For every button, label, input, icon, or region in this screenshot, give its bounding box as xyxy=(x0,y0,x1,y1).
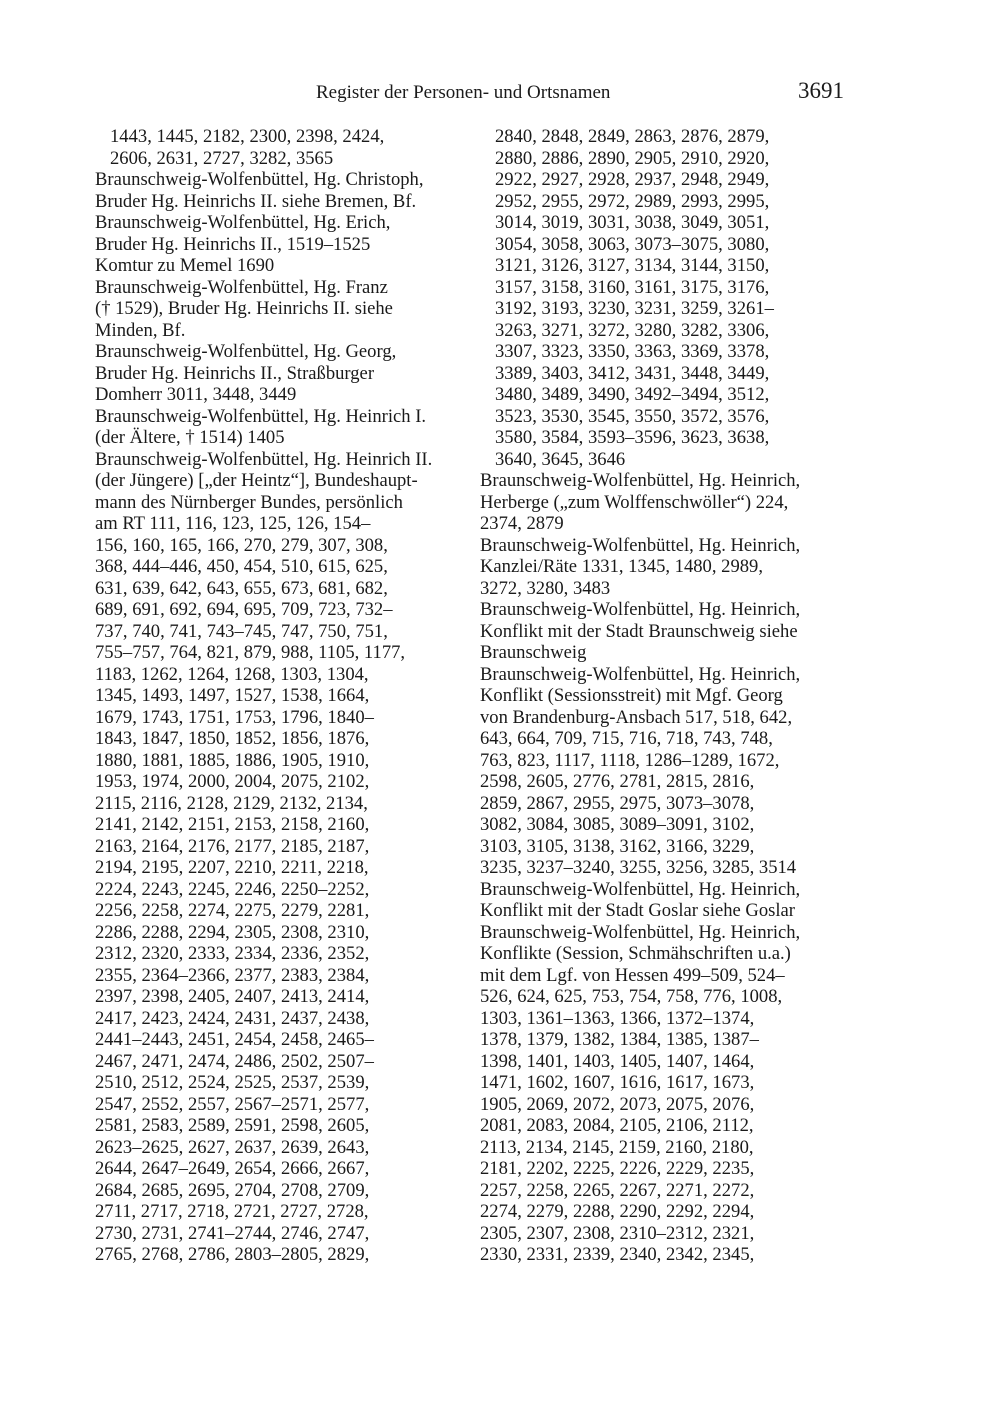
index-entry-line: 2312, 2320, 2333, 2334, 2336, 2352, xyxy=(95,943,370,964)
index-entry-line: 2330, 2331, 2339, 2340, 2342, 2345, xyxy=(480,1244,755,1265)
index-entry-line: 2598, 2605, 2776, 2781, 2815, 2816, xyxy=(480,771,755,792)
index-entry xyxy=(95,341,465,406)
index-entry-line: Braunschweig-Wolfenbüttel, Hg. Erich, xyxy=(95,212,391,233)
index-entry-line: Konflikt (Sessionsstreit) mit Mgf. Georg xyxy=(480,685,783,706)
index-entry-line: († 1529), Bruder Hg. Heinrichs II. siehe xyxy=(95,298,393,319)
index-entry-line: (der Jüngere) [„der Heintz“], Bundeshaupt- xyxy=(95,470,418,491)
index-entry-line: 3389, 3403, 3412, 3431, 3448, 3449, xyxy=(495,362,770,384)
index-entry-line: 2081, 2083, 2084, 2105, 2106, 2112, xyxy=(480,1115,754,1136)
index-entry-line: mann des Nürnberger Bundes, persönlich xyxy=(95,491,403,513)
index-entry-line: 737, 740, 741, 743–745, 747, 750, 751, xyxy=(95,620,388,642)
running-head xyxy=(0,80,1004,106)
index-entry-line: 2859, 2867, 2955, 2975, 3073–3078, xyxy=(480,792,755,814)
index-entry-line: 2644, 2647–2649, 2654, 2666, 2667, xyxy=(95,1158,370,1179)
index-entry-line: 2355, 2364–2366, 2377, 2383, 2384, xyxy=(95,964,370,986)
index-entry-line: 631, 639, 642, 643, 655, 673, 681, 682, xyxy=(95,577,388,599)
index-entry-line: Braunschweig-Wolfenbüttel, Hg. Georg, xyxy=(95,341,397,362)
index-entry-line: Komtur zu Memel 1690 xyxy=(95,255,275,276)
index-entry-line: Konflikt mit der Stadt Braunschweig siehe xyxy=(480,620,798,642)
index-entry-line: 3235, 3237–3240, 3255, 3256, 3285, 3514 xyxy=(480,857,797,878)
index-entry-line: 2547, 2552, 2557, 2567–2571, 2577, xyxy=(95,1093,370,1115)
index-entry-line: 156, 160, 165, 166, 270, 279, 307, 308, xyxy=(95,534,388,556)
index-entry-line: 2257, 2258, 2265, 2267, 2271, 2272, xyxy=(480,1179,755,1201)
index-entry-line: Domherr 3011, 3448, 3449 xyxy=(95,384,297,405)
index-entry-line: Konflikt mit der Stadt Goslar siehe Goslar xyxy=(480,900,796,921)
index-entry-line: 3054, 3058, 3063, 3073–3075, 3080, xyxy=(495,233,770,255)
index-entry-line: 2765, 2768, 2786, 2803–2805, 2829, xyxy=(95,1244,370,1265)
index-entry-line: 2840, 2848, 2849, 2863, 2876, 2879, xyxy=(495,126,770,147)
index-entry-line: 2467, 2471, 2474, 2486, 2502, 2507– xyxy=(95,1050,374,1072)
index-entry-line: 1345, 1493, 1497, 1527, 1538, 1664, xyxy=(95,685,370,706)
index-entry-line: 2224, 2243, 2245, 2246, 2250–2252, xyxy=(95,878,370,900)
index-entry-line: 3523, 3530, 3545, 3550, 3572, 3576, xyxy=(495,405,770,427)
index-entry-line: Braunschweig-Wolfenbüttel, Hg. Heinrich, xyxy=(480,878,801,900)
index-column-right xyxy=(480,126,860,1266)
index-entry-line: 1183, 1262, 1264, 1268, 1303, 1304, xyxy=(95,663,369,685)
index-entry-line: 3307, 3323, 3350, 3363, 3369, 3378, xyxy=(495,341,770,362)
index-entry-line: 3272, 3280, 3483 xyxy=(480,577,611,599)
index-entry-line: 2181, 2202, 2225, 2226, 2229, 2235, xyxy=(480,1158,755,1179)
index-entry-line: Braunschweig-Wolfenbüttel, Hg. Heinrich, xyxy=(480,470,801,491)
index-entry-line: 2417, 2423, 2424, 2431, 2437, 2438, xyxy=(95,1007,370,1029)
index-entry xyxy=(95,449,465,1266)
index-entry-line: am RT 111, 116, 123, 125, 126, 154– xyxy=(95,513,371,534)
index-entry xyxy=(95,212,465,277)
index-entry-line: 689, 691, 692, 694, 695, 709, 723, 732– xyxy=(95,599,393,620)
index-entry-line: 763, 823, 1117, 1118, 1286–1289, 1672, xyxy=(480,749,780,771)
index-entry-line: 1905, 2069, 2072, 2073, 2075, 2076, xyxy=(480,1093,755,1115)
index-entry-line: von Brandenburg-Ansbach 517, 518, 642, xyxy=(480,706,793,728)
index-entry-line: Bruder Hg. Heinrichs II., Straßburger xyxy=(95,362,375,384)
index-entry xyxy=(480,879,860,922)
index-entry-continuation xyxy=(480,126,860,470)
index-entry-line: 1471, 1602, 1607, 1616, 1617, 1673, xyxy=(480,1072,755,1093)
index-entry-line: 3480, 3489, 3490, 3492–3494, 3512, xyxy=(495,384,770,405)
index-entry-line: 2286, 2288, 2294, 2305, 2308, 2310, xyxy=(95,921,370,943)
index-entry-line: 2880, 2886, 2890, 2905, 2910, 2920, xyxy=(495,147,770,169)
index-column-left xyxy=(95,126,465,1266)
index-entry-line: 3157, 3158, 3160, 3161, 3175, 3176, xyxy=(495,276,770,298)
index-entry-line: 2510, 2512, 2524, 2525, 2537, 2539, xyxy=(95,1072,370,1093)
index-entry-line: 1378, 1379, 1382, 1384, 1385, 1387– xyxy=(480,1029,759,1050)
index-entry-line: (der Ältere, † 1514) 1405 xyxy=(95,427,285,448)
index-entry-line: 3640, 3645, 3646 xyxy=(495,448,626,470)
index-entry-line: Braunschweig xyxy=(480,642,587,663)
index-entry-line: 3580, 3584, 3593–3596, 3623, 3638, xyxy=(495,427,770,448)
index-entry-line: Braunschweig-Wolfenbüttel, Hg. Heinrich I. xyxy=(95,405,427,427)
index-entry-line: 3103, 3105, 3138, 3162, 3166, 3229, xyxy=(480,835,755,857)
index-entry-line: 2952, 2955, 2972, 2989, 2993, 2995, xyxy=(495,190,770,212)
running-title: Register der Personen- und Ortsnamen xyxy=(316,82,611,103)
index-entry-line: 3192, 3193, 3230, 3231, 3259, 3261– xyxy=(495,298,774,319)
index-entry-line: Bruder Hg. Heinrichs II., 1519–1525 xyxy=(95,233,371,255)
index-entry-line: 2163, 2164, 2176, 2177, 2185, 2187, xyxy=(95,835,370,857)
index-entry-line: 2115, 2116, 2128, 2129, 2132, 2134, xyxy=(95,792,368,814)
page-number: 3691 xyxy=(798,78,844,103)
index-entry-line: 368, 444–446, 450, 454, 510, 615, 625, xyxy=(95,556,388,577)
index-entry xyxy=(95,169,465,212)
index-entry-line: 2397, 2398, 2405, 2407, 2413, 2414, xyxy=(95,986,370,1007)
index-entry-line: 1303, 1361–1363, 1366, 1372–1374, xyxy=(480,1007,755,1029)
index-entry-line: 2274, 2279, 2288, 2290, 2292, 2294, xyxy=(480,1201,755,1222)
index-entry-line: 1443, 1445, 2182, 2300, 2398, 2424, xyxy=(110,126,385,147)
index-entry-line: 2194, 2195, 2207, 2210, 2211, 2218, xyxy=(95,857,369,878)
index-entry-line: Minden, Bf. xyxy=(95,319,186,341)
index-entry-line: 2730, 2731, 2741–2744, 2746, 2747, xyxy=(95,1222,370,1244)
index-entry-line: 2606, 2631, 2727, 3282, 3565 xyxy=(110,147,334,169)
index-entry-line: 3121, 3126, 3127, 3134, 3144, 3150, xyxy=(495,255,770,276)
index-entry xyxy=(95,406,465,449)
index-entry-line: Kanzlei/Räte 1331, 1345, 1480, 2989, xyxy=(480,556,763,577)
index-entry-line: 2374, 2879 xyxy=(480,513,564,534)
index-entry-continuation xyxy=(95,126,465,169)
index-entry-line: 2922, 2927, 2928, 2937, 2948, 2949, xyxy=(495,169,770,190)
index-entry-line: 526, 624, 625, 753, 754, 758, 776, 1008, xyxy=(480,986,783,1007)
index-entry-line: Braunschweig-Wolfenbüttel, Hg. Franz xyxy=(95,276,388,298)
index-entry-line: 643, 664, 709, 715, 716, 718, 743, 748, xyxy=(480,728,773,749)
index-entry-line: 1843, 1847, 1850, 1852, 1856, 1876, xyxy=(95,728,370,749)
index-entry-line: 1398, 1401, 1403, 1405, 1407, 1464, xyxy=(480,1050,755,1072)
index-entry-line: 2141, 2142, 2151, 2153, 2158, 2160, xyxy=(95,814,370,835)
index-entry-line: Braunschweig-Wolfenbüttel, Hg. Heinrich, xyxy=(480,921,801,943)
index-entry xyxy=(480,535,860,600)
index-entry-line: Konflikte (Session, Schmähschriften u.a.) xyxy=(480,943,791,964)
index-entry-line: 2581, 2583, 2589, 2591, 2598, 2605, xyxy=(95,1115,370,1136)
index-entry xyxy=(480,470,860,535)
index-entry-line: 1880, 1881, 1885, 1886, 1905, 1910, xyxy=(95,749,370,771)
index-entry-line: 2305, 2307, 2308, 2310–2312, 2321, xyxy=(480,1222,755,1244)
index-entry-line: 1679, 1743, 1751, 1753, 1796, 1840– xyxy=(95,706,374,728)
index-entry-line: 1953, 1974, 2000, 2004, 2075, 2102, xyxy=(95,771,370,792)
index-entry-line: Braunschweig-Wolfenbüttel, Hg. Heinrich II. xyxy=(95,448,433,470)
index-entry xyxy=(480,599,860,664)
index-entry xyxy=(480,664,860,879)
index-entry-line: 2684, 2685, 2695, 2704, 2708, 2709, xyxy=(95,1179,370,1201)
index-entry-line: 2256, 2258, 2274, 2275, 2279, 2281, xyxy=(95,900,370,921)
index-entry-line: Braunschweig-Wolfenbüttel, Hg. Heinrich, xyxy=(480,534,801,556)
index-entry-line: 3014, 3019, 3031, 3038, 3049, 3051, xyxy=(495,212,770,233)
index-entry-line: Braunschweig-Wolfenbüttel, Hg. Christoph, xyxy=(95,169,424,190)
index-entry xyxy=(480,922,860,1266)
index-entry-line: 2113, 2134, 2145, 2159, 2160, 2180, xyxy=(480,1136,754,1158)
index-entry-line: Bruder Hg. Heinrichs II. siehe Bremen, Bf. xyxy=(95,190,417,212)
index-entry-line: mit dem Lgf. von Hessen 499–509, 524– xyxy=(480,964,785,986)
index-entry-line: 755–757, 764, 821, 879, 988, 1105, 1177, xyxy=(95,642,406,663)
index-entry-line: 2711, 2717, 2718, 2721, 2727, 2728, xyxy=(95,1201,369,1222)
index-entry-line: 3082, 3084, 3085, 3089–3091, 3102, xyxy=(480,814,755,835)
index-entry-line: 2441–2443, 2451, 2454, 2458, 2465– xyxy=(95,1029,374,1050)
index-entry-line: Herberge („zum Wolffenschwöller“) 224, xyxy=(480,491,789,513)
index-entry xyxy=(95,277,465,342)
index-entry-line: Braunschweig-Wolfenbüttel, Hg. Heinrich, xyxy=(480,663,801,685)
index-entry-line: Braunschweig-Wolfenbüttel, Hg. Heinrich, xyxy=(480,599,801,620)
index-entry-line: 2623–2625, 2627, 2637, 2639, 2643, xyxy=(95,1136,370,1158)
index-entry-line: 3263, 3271, 3272, 3280, 3282, 3306, xyxy=(495,319,770,341)
